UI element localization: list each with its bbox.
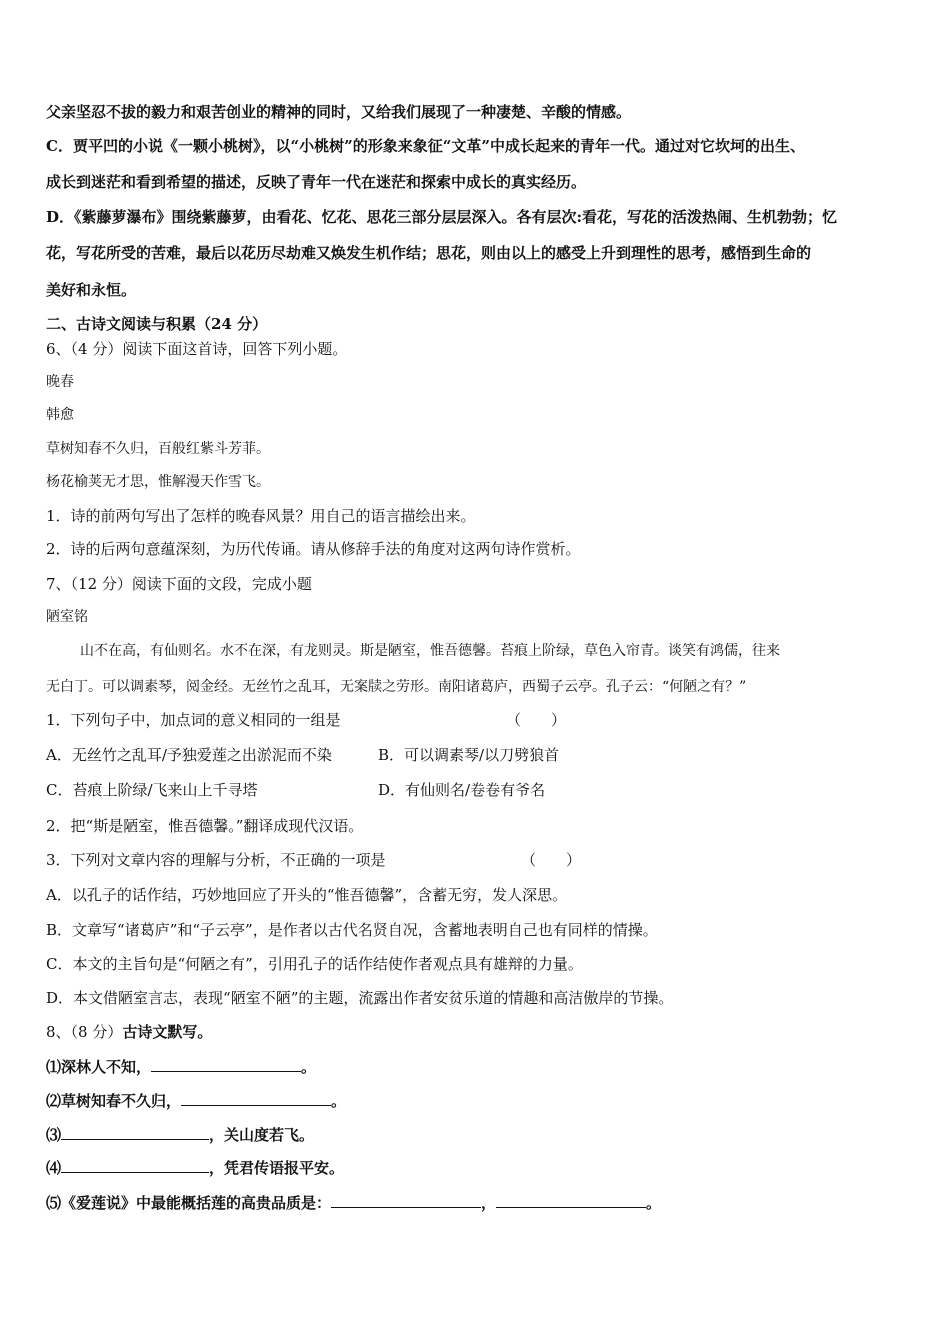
option-a: A．无丝竹之乱耳/予独爱莲之出淤泥而不染	[46, 746, 332, 764]
q7-sub1: 1．下列句子中，加点词的意义相同的一组是 （ ）	[46, 711, 567, 729]
q7-sub3: 3．下列对文章内容的理解与分析，不正确的一项是 （ ）	[46, 851, 582, 869]
option-d: D．有仙则名/卷卷有爷名	[378, 781, 546, 799]
fill-blank[interactable]	[496, 1193, 646, 1208]
poem-author: 韩愈	[46, 407, 74, 423]
q6-stem: 6、（4 分）阅读下面这首诗，回答下列小题。	[46, 340, 348, 358]
fill-blank[interactable]	[151, 1057, 301, 1072]
q8-item-3: ⑶ ，关山度若飞。	[46, 1126, 315, 1144]
q7-s3-option-a: A．以孔子的话作结，巧妙地回应了开头的“惟吾德馨”，含蓄无穷，发人深思。	[46, 886, 568, 904]
option-c-line2: 成长到迷茫和看到希望的描述，反映了青年一代在迷茫和探索中成长的真实经历。	[46, 173, 587, 191]
fill-blank[interactable]	[331, 1193, 481, 1208]
q8-item-4: ⑷ ，凭君传语报平安。	[46, 1159, 345, 1177]
option-c: C．苔痕上阶绿/飞来山上千寻塔	[46, 781, 258, 799]
q8-item-1: ⑴深林人不知， 。	[46, 1058, 317, 1076]
q7-s3-option-b: B．文章写“诸葛庐”和“子云亭”，是作者以古代名贤自况，含蓄地表明自己也有同样的情操。	[46, 921, 658, 939]
q7-sub2: 2．把“斯是陋室，惟吾德馨。”翻译成现代汉语。	[46, 817, 364, 835]
poem-line-2: 杨花榆荚无才思，惟解漫天作雪飞。	[46, 474, 270, 490]
q7-options-cd	[46, 780, 546, 800]
answer-paren: （ ）	[506, 711, 567, 729]
option-c-line1: C．贾平凹的小说《一颗小桃树》，以“小桃树”的形象来象征“文革”中成长起来的青年一代。通过对它坎坷的出生、	[46, 137, 805, 155]
q8-item-5: ⑸《爱莲说》中最能概括莲的高贵品质是： ， 。	[46, 1194, 662, 1212]
text-para-1: 山不在高，有仙则名。水不在深，有龙则灵。斯是陋室，惟吾德馨。苔痕上阶绿，草色入帘青。谈笑有鸿儒，往来	[80, 643, 780, 659]
text-title: 陋室铭	[46, 609, 88, 625]
poem-title: 晚春	[46, 374, 74, 390]
q8-item-2: ⑵草树知春不久归， 。	[46, 1092, 347, 1110]
option-b: B．可以调素琴/以刀劈狼首	[378, 746, 560, 764]
fill-blank[interactable]	[61, 1158, 209, 1173]
fill-blank[interactable]	[61, 1125, 209, 1140]
q6-sub1: 1．诗的前两句写出了怎样的晚春风景？用自己的语言描绘出来。	[46, 507, 476, 525]
q7-s3-option-d: D．本文借陋室言志，表现“陋室不陋”的主题，流露出作者安贫乐道的情趣和高洁傲岸的节操。	[46, 989, 674, 1007]
option-d-line3: 美好和永恒。	[46, 281, 137, 299]
poem-line-1: 草树知春不久归，百般红紫斗芳菲。	[46, 441, 270, 457]
section-title: 二、古诗文阅读与积累（24 分）	[46, 315, 268, 333]
q7-options-ab	[46, 745, 560, 765]
option-d-line2: 花，写花所受的苦难，最后以花历尽劫难又焕发生机作结；思花，则由以上的感受上升到理性的思考，感悟到生命的	[46, 244, 812, 262]
fill-blank[interactable]	[181, 1091, 331, 1106]
q7-s3-option-c: C．本文的主旨句是“何陋之有”，引用孔子的话作结使作者观点具有雄辩的力量。	[46, 955, 583, 973]
option-d-line1: D．《紫藤萝瀑布》围绕紫藤萝，由看花、忆花、思花三部分层层深入。各有层次:看花，写花的活泼热闹、生机勃勃；忆	[46, 208, 838, 226]
prev-answer-line: 父亲坚忍不拔的毅力和艰苦创业的精神的同时，又给我们展现了一种凄楚、辛酸的情感。	[46, 103, 632, 121]
text-para-2: 无白丁。可以调素琴，阅金经。无丝竹之乱耳，无案牍之劳形。南阳诸葛庐，西蜀子云亭。孔子云：“何陋之有？”	[46, 679, 747, 695]
q6-sub2: 2．诗的后两句意蕴深刻，为历代传诵。请从修辞手法的角度对这两句诗作赏析。	[46, 540, 581, 558]
answer-paren: （ ）	[521, 851, 582, 869]
q8-stem: 8、（8 分）古诗文默写。	[46, 1023, 213, 1041]
q7-stem: 7、（12 分）阅读下面的文段，完成小题	[46, 575, 312, 593]
